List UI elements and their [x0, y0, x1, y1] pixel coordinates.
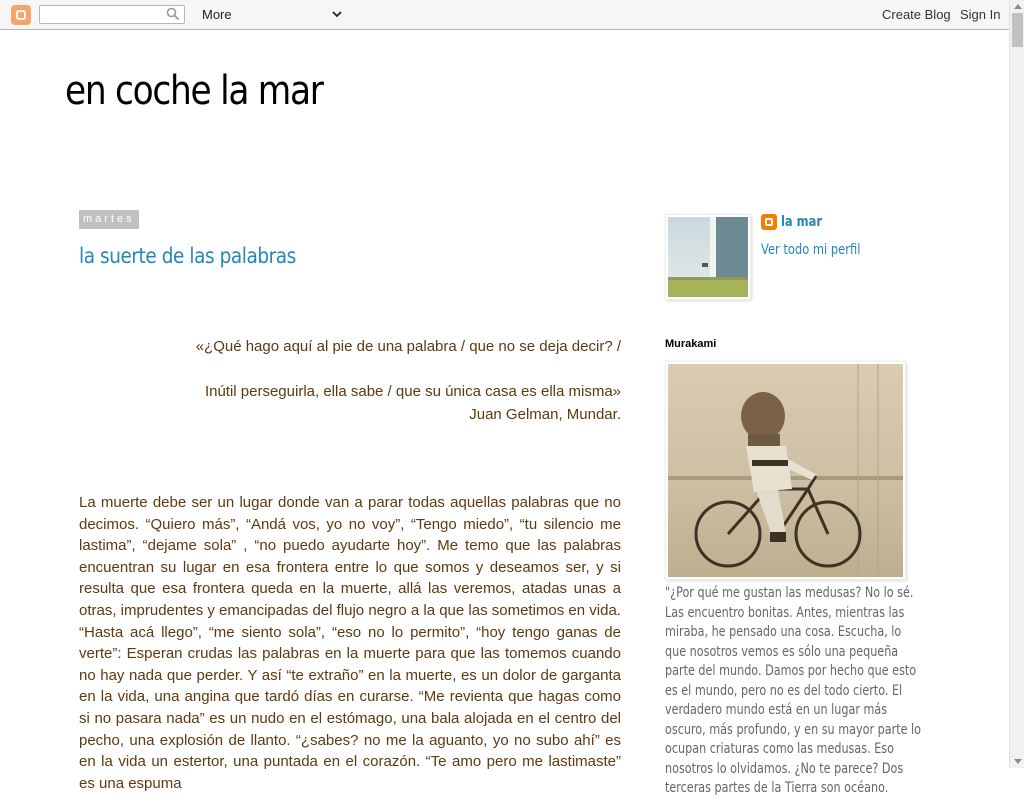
post-title[interactable]: la suerte de las palabras	[79, 244, 296, 268]
murakami-image[interactable]	[665, 361, 906, 580]
widget-title: Murakami	[665, 338, 717, 350]
blogger-navbar	[0, 0, 1009, 30]
post-paragraph: “Hasta acá llego”, “me siento sola”, “eso no lo permito”, “hoy tengo ganas de verte”: Esperan crudas las palabras en la muerte para que las tomemos cuando no hay nada que perder. Y así “te extraño” en la muerte, es un dolor de garganta en la vida, una angina que tardó días en curarse. “Me revienta que hagas como si no pasara nada” es un nudo en el estómago, una bala alojada en el centro del pecho, una explosión de llanto. “¿sabes? no me la aguanto, yo no subo ahí” es en la vida un estertor, una puntada en el corazón. “Te amo pero me lastimaste” es una espuma	[79, 623, 621, 792]
search-input[interactable]	[39, 5, 185, 24]
blog-title[interactable]: en coche la mar	[65, 68, 323, 114]
blogger-profile-icon	[761, 214, 777, 230]
view-profile-link[interactable]: Ver todo mi perfil	[761, 242, 861, 258]
murakami-quote-text: "¿Por qué me gustan las medusas? No lo sé. Las encuentro bonitas. Antes, mientras las miraba, he pensado una cosa. Escucha, lo que nosotros vemos es sólo una pequeña parte del mundo. Damos por hecho que esto es el mundo, pero no es del todo cierto. El verdadero mundo está en un lugar más oscuro, más profundo, y en su mayor parte lo ocupan criaturas como las medusas. Eso nosotros lo olvidamos. ¿No te parece? Dos terceras partes de la Tierra son océano.	[665, 585, 922, 796]
more-label: More	[202, 7, 232, 22]
murakami-quote	[665, 584, 922, 799]
chevron-down-icon	[331, 8, 343, 20]
create-blog-link[interactable]: Create Blog	[882, 7, 951, 22]
page-scrollbar[interactable]	[1009, 0, 1024, 768]
profile-name-link[interactable]: la mar	[781, 214, 823, 230]
search-icon[interactable]	[166, 7, 180, 21]
more-dropdown[interactable]	[200, 5, 345, 25]
scroll-down-arrow-icon[interactable]	[1014, 759, 1022, 764]
post-date-header: martes	[79, 210, 139, 229]
profile-photo[interactable]	[665, 214, 751, 300]
scroll-thumb[interactable]	[1012, 13, 1023, 47]
post-paragraph: La muerte debe ser un lugar donde van a parar todas aquellas palabras que no decimos. “Quiero más”, “Andá vos, yo no voy”, “Tengo miedo”, “tu silencio me lastima”, “dejame sola” , “no puedo ayudarte hoy”. Me temo que las palabras encuentran su lugar en esa frontera entre lo que somos y deseamos ser, y si resulta que esa frontera queda en la muerte, allá las veremos, atadas unas a otras, imprudentes y emancipadas del flujo negro a la que las sometimos en vida.	[79, 494, 621, 619]
quote-author: Juan Gelman, Mundar.	[469, 406, 621, 423]
post-body	[79, 492, 621, 794]
blogger-logo-icon[interactable]	[11, 5, 31, 25]
sign-in-link[interactable]: Sign In	[960, 7, 1001, 22]
quote-line-2: Inútil perseguirla, ella sabe / que su única casa es ella misma»	[204, 383, 621, 400]
quote-line-1: «¿Qué hago aquí al pie de una palabra / que no se deja decir? /	[195, 338, 621, 355]
scroll-up-arrow-icon[interactable]	[1014, 4, 1022, 9]
